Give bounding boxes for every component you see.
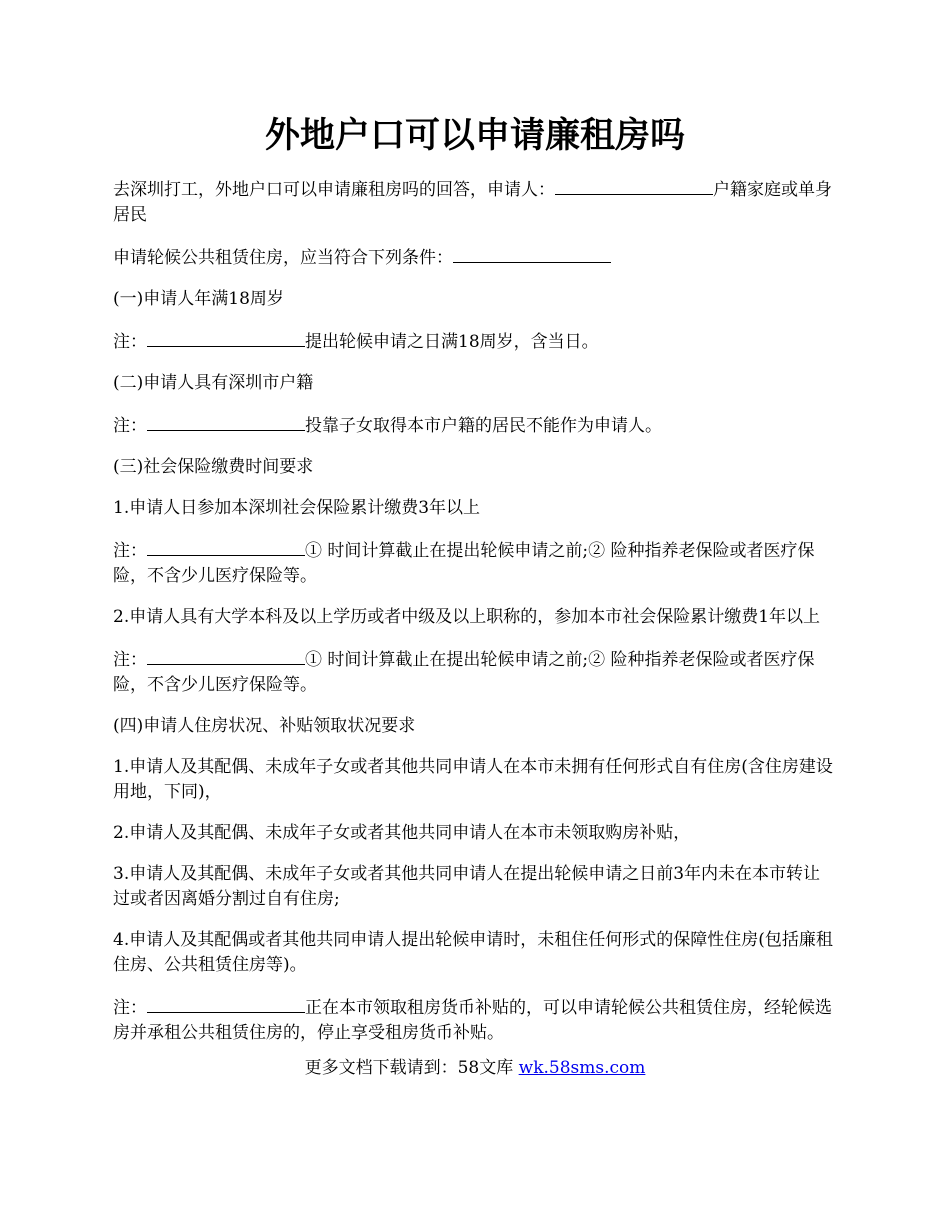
paragraph-text: 去深圳打工，外地户口可以申请廉租房吗的回答，申请人：	[113, 180, 555, 200]
document-body	[113, 176, 837, 1062]
paragraph	[113, 496, 837, 521]
paragraph-text: 2.申请人及其配偶、未成年子女或者其他共同申请人在本市未领取购房补贴，	[113, 823, 691, 843]
paragraph	[113, 928, 837, 978]
footer	[0, 1056, 950, 1081]
footer-text: 更多文档下载请到：58文库	[304, 1058, 519, 1078]
paragraph-text: 注：	[113, 416, 147, 436]
paragraph	[113, 714, 837, 739]
paragraph	[113, 412, 837, 439]
paragraph-text-after-blank: 正在本市领取租房货币补贴的，可以申请轮候公共租赁住房，经轮候选房并承租公共租赁住房的，停止享受租房货币补贴。	[113, 998, 832, 1043]
paragraph	[113, 455, 837, 480]
paragraph-text: 注：	[113, 998, 147, 1018]
paragraph	[113, 646, 837, 698]
paragraph-text: 3.申请人及其配偶、未成年子女或者其他共同申请人在提出轮候申请之日前3年内未在本市转让过或者因离婚分割过自有住房;	[113, 864, 821, 909]
fill-in-blank	[147, 412, 305, 431]
paragraph	[113, 371, 837, 396]
paragraph	[113, 328, 837, 355]
paragraph-text: 1.申请人日参加本深圳社会保险累计缴费3年以上	[113, 498, 481, 518]
paragraph	[113, 287, 837, 312]
fill-in-blank	[147, 994, 305, 1013]
paragraph-text-after-blank: ① 时间计算截止在提出轮候申请之前;② 险种指养老保险或者医疗保险，不含少儿医疗保险等。	[113, 541, 815, 586]
fill-in-blank	[147, 328, 305, 347]
paragraph	[113, 821, 837, 846]
paragraph-text-after-blank: 投靠子女取得本市户籍的居民不能作为申请人。	[305, 416, 662, 436]
paragraph-text: (二)申请人具有深圳市户籍	[113, 373, 314, 393]
paragraph	[113, 755, 837, 805]
paragraph-text: 2.申请人具有大学本科及以上学历或者中级及以上职称的，参加本市社会保险累计缴费1年以上	[113, 607, 821, 627]
paragraph-text-after-blank: 提出轮候申请之日满18周岁，含当日。	[305, 332, 599, 352]
paragraph	[113, 537, 837, 589]
fill-in-blank	[453, 244, 611, 263]
paragraph-text-after-blank: ① 时间计算截止在提出轮候申请之前;② 险种指养老保险或者医疗保险，不含少儿医疗保险等。	[113, 650, 815, 695]
paragraph-text: 1.申请人及其配偶、未成年子女或者其他共同申请人在本市未拥有任何形式自有住房(含住房建设用地，下同)，	[113, 757, 833, 802]
document-title: 外地户口可以申请廉租房吗	[264, 115, 685, 156]
paragraph-text: 注：	[113, 650, 147, 670]
paragraph-text: (三)社会保险缴费时间要求	[113, 457, 314, 477]
paragraph-text-after-blank: 户籍家庭或单身居民	[113, 180, 832, 225]
paragraph-text: (一)申请人年满18周岁	[113, 289, 284, 309]
paragraph	[113, 176, 837, 228]
paragraph	[113, 994, 837, 1046]
footer-link[interactable]: wk.58sms.com	[518, 1058, 646, 1078]
fill-in-blank	[147, 537, 305, 556]
paragraph-text: 申请轮候公共租赁住房，应当符合下列条件：	[113, 248, 453, 268]
fill-in-blank	[147, 646, 305, 665]
paragraph	[113, 244, 837, 271]
fill-in-blank	[555, 176, 713, 195]
paragraph	[113, 862, 837, 912]
paragraph-text: 4.申请人及其配偶或者其他共同申请人提出轮候申请时，未租住任何形式的保障性住房(包括廉租住房、公共租赁住房等)。	[113, 930, 833, 975]
paragraph-text: 注：	[113, 332, 147, 352]
paragraph-text: 注：	[113, 541, 147, 561]
paragraph	[113, 605, 837, 630]
paragraph-text: (四)申请人住房状况、补贴领取状况要求	[113, 716, 416, 736]
